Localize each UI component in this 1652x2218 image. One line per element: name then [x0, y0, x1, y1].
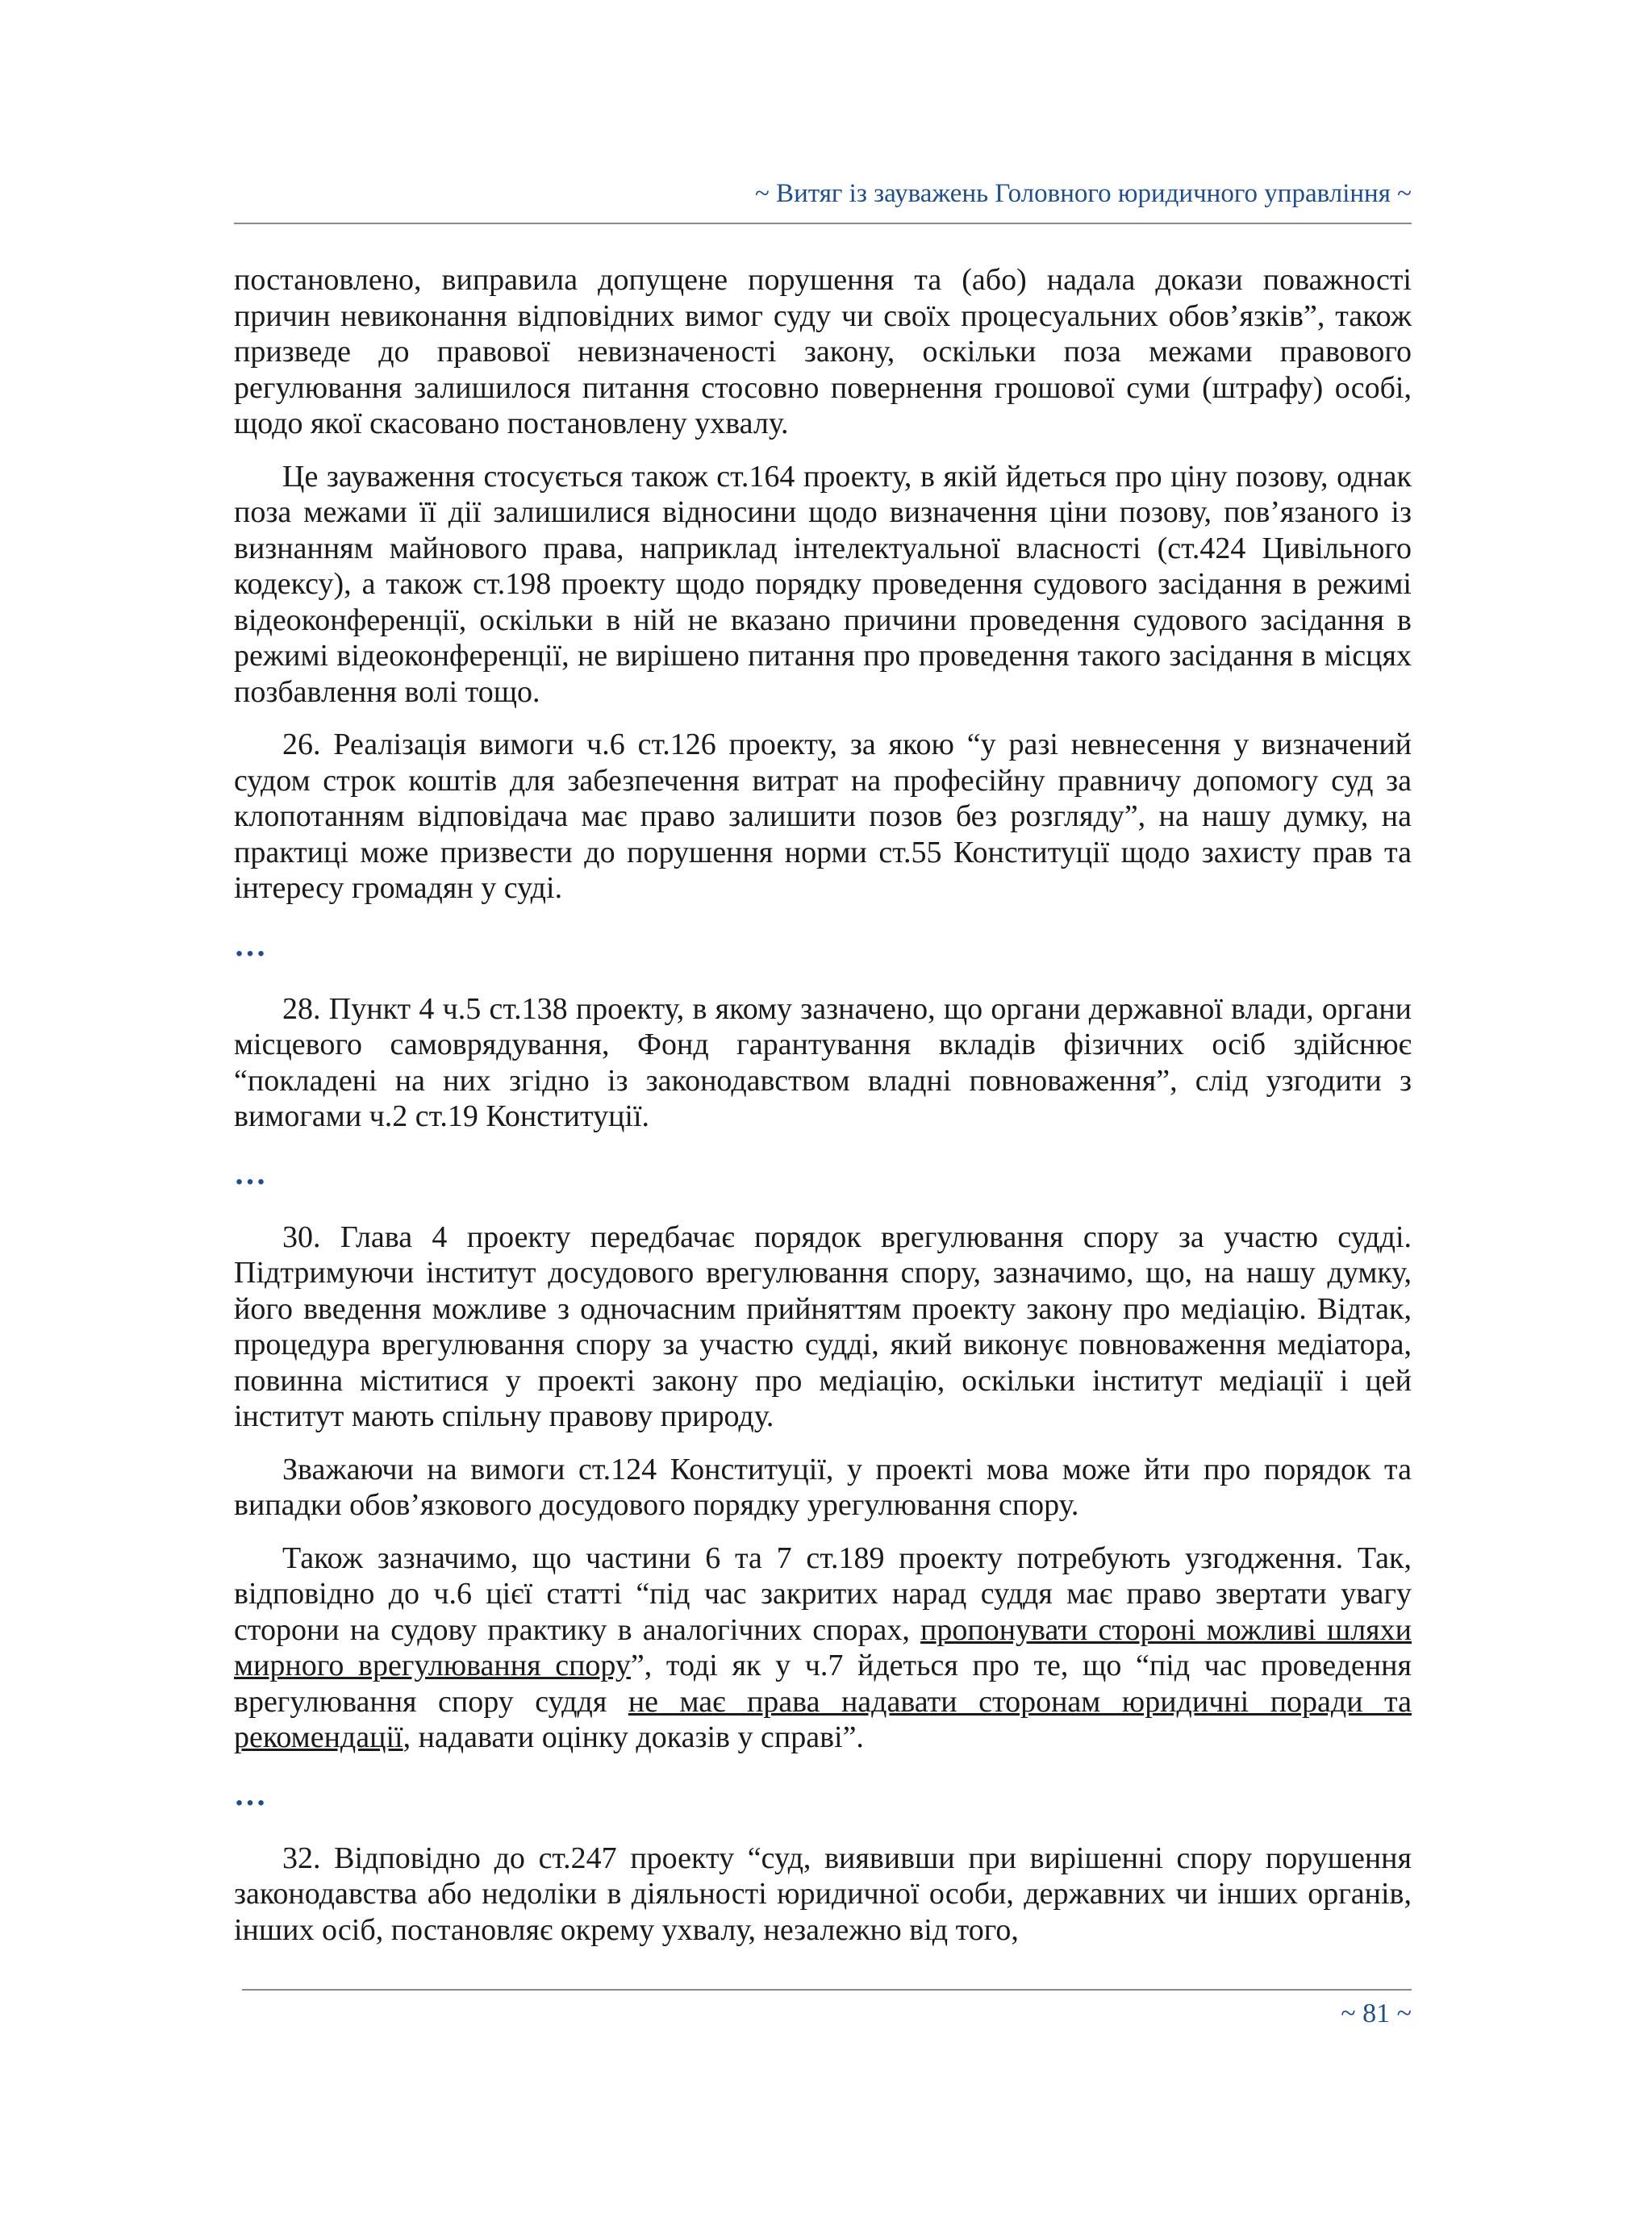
page-number: ~ 81 ~ [1341, 1999, 1412, 2028]
text-run: ”, тоді як у ч.7 йдеться про те, що “під час проведення врегулювання спору суддя [234, 1649, 1412, 1719]
paragraph-item-26: 26. Реалізація вимоги ч.6 ст.126 проекту, за якою “у разі невнесення у визначений судом строк коштів для забезпечення витрат на професійну правничу допомогу суд за клопотанням відповідача має право залишити позов без розгляду”, на нашу думку, на практиці може призвести до порушення норми ст.55 Конституції щодо захисту прав та інтересу громадян у суді. [234, 728, 1412, 905]
omission-ellipsis: … [234, 926, 269, 963]
paragraph-item-32: 32. Відповідно до ст.247 проекту “суд, виявивши при вирішенні спору порушення законодавства або недоліки в діяльності юридичної особи, державних чи інших органів, інших осіб, постановляє окрему ухвалу, незалежно від того, [234, 1841, 1412, 1947]
footer-rule [242, 1989, 1412, 1991]
paragraph-continuation: постановлено, виправила допущене порушення та (або) надала докази поважності причин невиконання відповідних вимог суду чи своїх процесуальних обов’язків”, також призведе до правової невизначеності закону, оскільки поза межами правового регулювання залишилося питання стосовно повернення грошової суми (штрафу) особі, щодо якої скасовано постановлену ухвалу. [234, 263, 1412, 440]
underlined-quote: пропонувати стороні можливі шляхи мирного врегулювання спору [234, 1612, 1412, 1682]
header-rule [234, 223, 1412, 224]
text-run: , надавати оцінку доказів у справі”. [403, 1720, 864, 1754]
omission-ellipsis: … [234, 1775, 269, 1812]
paragraph-article-189-note [234, 1541, 1412, 1756]
paragraph-article-164-note: Це зауваження стосується також ст.164 проекту, в якій йдеться про ціну позову, однак поза межами її дії залишилися відносини щодо визначення ціни позову, пов’язаного із визнанням майнового права, наприклад інтелектуальної власності (ст.424 Цивільного кодексу), а також ст.198 проекту щодо порядку проведення судового засідання в режимі відеоконференції, оскільки в ній не вказано причини проведення судового засідання в режимі відеоконференції, не вирішено питання про проведення такого засідання в місцях позбавлення волі тощо. [234, 459, 1412, 709]
running-head: ~ Витяг із зауважень Головного юридичного управління ~ [754, 179, 1412, 208]
text-run: Також зазначимо, що частини 6 та 7 ст.189 проекту потребують узгодження. Так, відповідно до ч.6 цієї статті “під час закритих нарад суддя має право звертати увагу сторони на судову практику в аналогічних спорах, [234, 1541, 1412, 1647]
paragraph-item-28: 28. Пункт 4 ч.5 ст.138 проекту, в якому зазначено, що органи державної влади, органи місцевого самоврядування, Фонд гарантування вкладів фізичних осіб здійснює “покладені на них згідно із законодавством владні повноваження”, слід узгодити з вимогами ч.2 ст.19 Конституції. [234, 991, 1412, 1133]
page-body [234, 262, 1412, 1965]
paragraph-article-124-note: Зважаючи на вимоги ст.124 Конституції, у проекті мова може йти про порядок та випадки обов’язкового досудового порядку урегулювання спору. [234, 1452, 1412, 1522]
omission-ellipsis: … [234, 1154, 269, 1191]
paragraph-item-30: 30. Глава 4 проекту передбачає порядок врегулювання спору за участю судді. Підтримуючи інститут досудового врегулювання спору, зазначимо, що, на нашу думку, його введення можливе з одночасним прийняттям проекту закону про медіацію. Відтак, процедура врегулювання спору за участю судді, який виконує повноваження медіатора, повинна міститися у проекті закону про медіацію, оскільки інститут медіації і цей інститут мають спільну правову природу. [234, 1219, 1412, 1433]
underlined-quote: не має права надавати сторонам юридичні поради та рекомендації [234, 1684, 1412, 1754]
